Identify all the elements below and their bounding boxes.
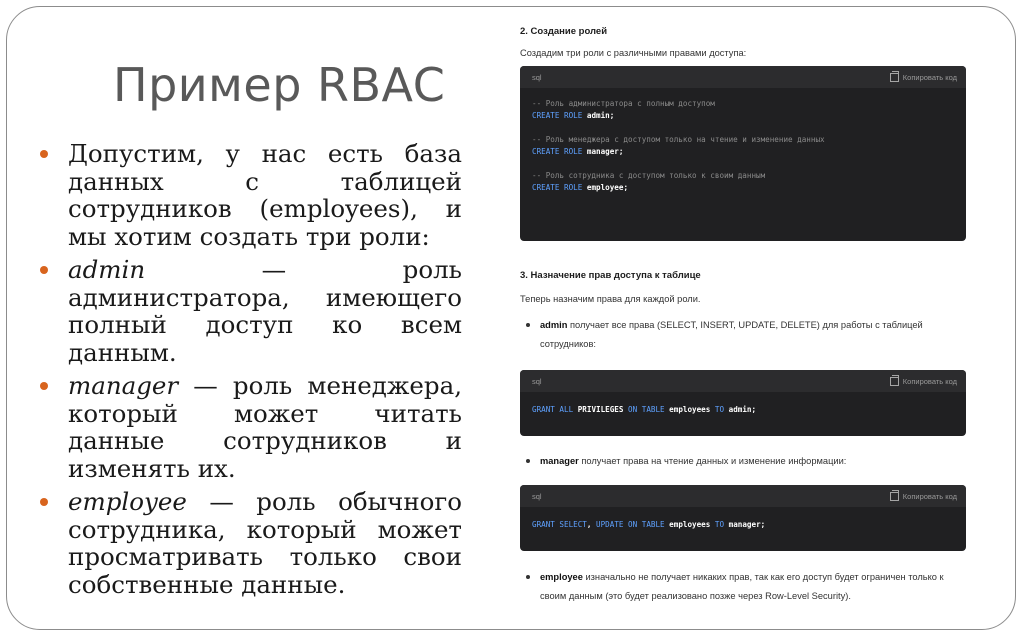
code-block-grant-manager [520, 485, 966, 551]
copy-icon [890, 73, 899, 82]
code-header [520, 370, 966, 392]
code-block-create-roles [520, 66, 966, 241]
item-text: получает все права (SELECT, INSERT, UPDATE, DELETE) для работы с таблицей сотрудников: [540, 320, 923, 349]
sql-keyword: GRANT SELECT [532, 520, 587, 529]
sql-identifier: manager; [586, 147, 624, 156]
item-term: employee [540, 572, 583, 582]
sql-keyword: GRANT ALL [532, 405, 574, 414]
slide-title: Пример RBAC [113, 58, 446, 112]
code-header [520, 66, 966, 88]
code-body [520, 88, 966, 204]
bullet-text: — роль администратора, имеющего полный доступ ко всем данным. [68, 255, 462, 367]
bullet-term: admin [68, 255, 146, 284]
sql-identifier: , [586, 520, 597, 529]
bullet-employee [40, 488, 462, 598]
code-comment: -- Роль сотрудника с доступом только к своим данным [532, 171, 766, 180]
sql-keyword: CREATE [532, 147, 560, 156]
sql-keyword: ROLE [559, 183, 587, 192]
code-block-grant-admin [520, 370, 966, 436]
sql-identifier: employees [664, 405, 715, 414]
copy-label: Копировать код [902, 491, 957, 501]
sql-keyword: CREATE [532, 111, 560, 120]
sql-identifier: admin; [724, 405, 757, 414]
bullet-admin [40, 256, 462, 366]
code-comment: -- Роль администратора с полным доступом [532, 99, 715, 108]
sql-keyword: ROLE [559, 147, 587, 156]
code-lang-label: sql [532, 491, 542, 501]
item-text: получает права на чтение данных и изменение информации: [578, 456, 847, 466]
code-body [520, 392, 966, 426]
code-header [520, 485, 966, 507]
code-line [532, 146, 954, 158]
sql-identifier: PRIVILEGES [573, 405, 629, 414]
copy-label: Копировать код [902, 376, 957, 386]
code-body [520, 507, 966, 541]
bullet-text: — роль обычного сотрудника, который может просматривать только свои собственные данные. [68, 487, 462, 599]
bullet-list [40, 140, 462, 604]
sql-identifier: employee; [586, 183, 629, 192]
sql-keyword: CREATE [532, 183, 560, 192]
code-lang-label: sql [532, 376, 542, 386]
bullet-intro [40, 140, 462, 250]
bullet-text: — роль менеджера, который может читать данные сотрудников и изменять их. [68, 371, 462, 483]
embedded-screenshot [518, 18, 978, 618]
sql-keyword: TO [714, 405, 725, 414]
sql-identifier: employees [664, 520, 715, 529]
item-term: admin [540, 320, 568, 330]
sql-identifier: admin; [586, 111, 615, 120]
bullet-term: employee [68, 487, 187, 516]
section3-heading: 3. Назначение прав доступа к таблице [520, 270, 701, 281]
copy-code-button[interactable] [890, 492, 957, 501]
bullet-text: Допустим, у нас есть база данных с таблицей сотрудников (employees), и мы хотим создать три роли: [68, 139, 462, 251]
item-text: изначально не получает никаких прав, так как его доступ будет ограничен только к своим данным (это будет реализовано позже через Row-Level Security). [540, 572, 944, 601]
copy-label: Копировать код [902, 72, 957, 82]
code-comment: -- Роль менеджера с доступом только на чтение и изменение данных [532, 135, 825, 144]
list-item-employee [526, 568, 960, 606]
bullet-manager [40, 372, 462, 482]
copy-code-button[interactable] [890, 377, 957, 386]
copy-icon [890, 377, 899, 386]
code-line [532, 182, 954, 194]
list-item-admin [526, 316, 960, 354]
sql-identifier: manager; [724, 520, 766, 529]
sql-keyword: UPDATE ON TABLE [596, 520, 665, 529]
code-lang-label: sql [532, 72, 542, 82]
section2-intro: Создадим три роли с различными правами доступа: [520, 48, 747, 58]
sql-keyword: TO [714, 520, 725, 529]
bullet-term: manager [68, 371, 179, 400]
item-term: manager [540, 456, 579, 466]
list-item-manager [526, 452, 960, 471]
sql-keyword: ROLE [559, 111, 587, 120]
copy-icon [890, 492, 899, 501]
section2-heading: 2. Создание ролей [520, 26, 608, 37]
section3-intro: Теперь назначим права для каждой роли. [520, 294, 701, 304]
sql-keyword: ON TABLE [628, 405, 665, 414]
code-line [532, 110, 954, 122]
copy-code-button[interactable] [890, 73, 957, 82]
